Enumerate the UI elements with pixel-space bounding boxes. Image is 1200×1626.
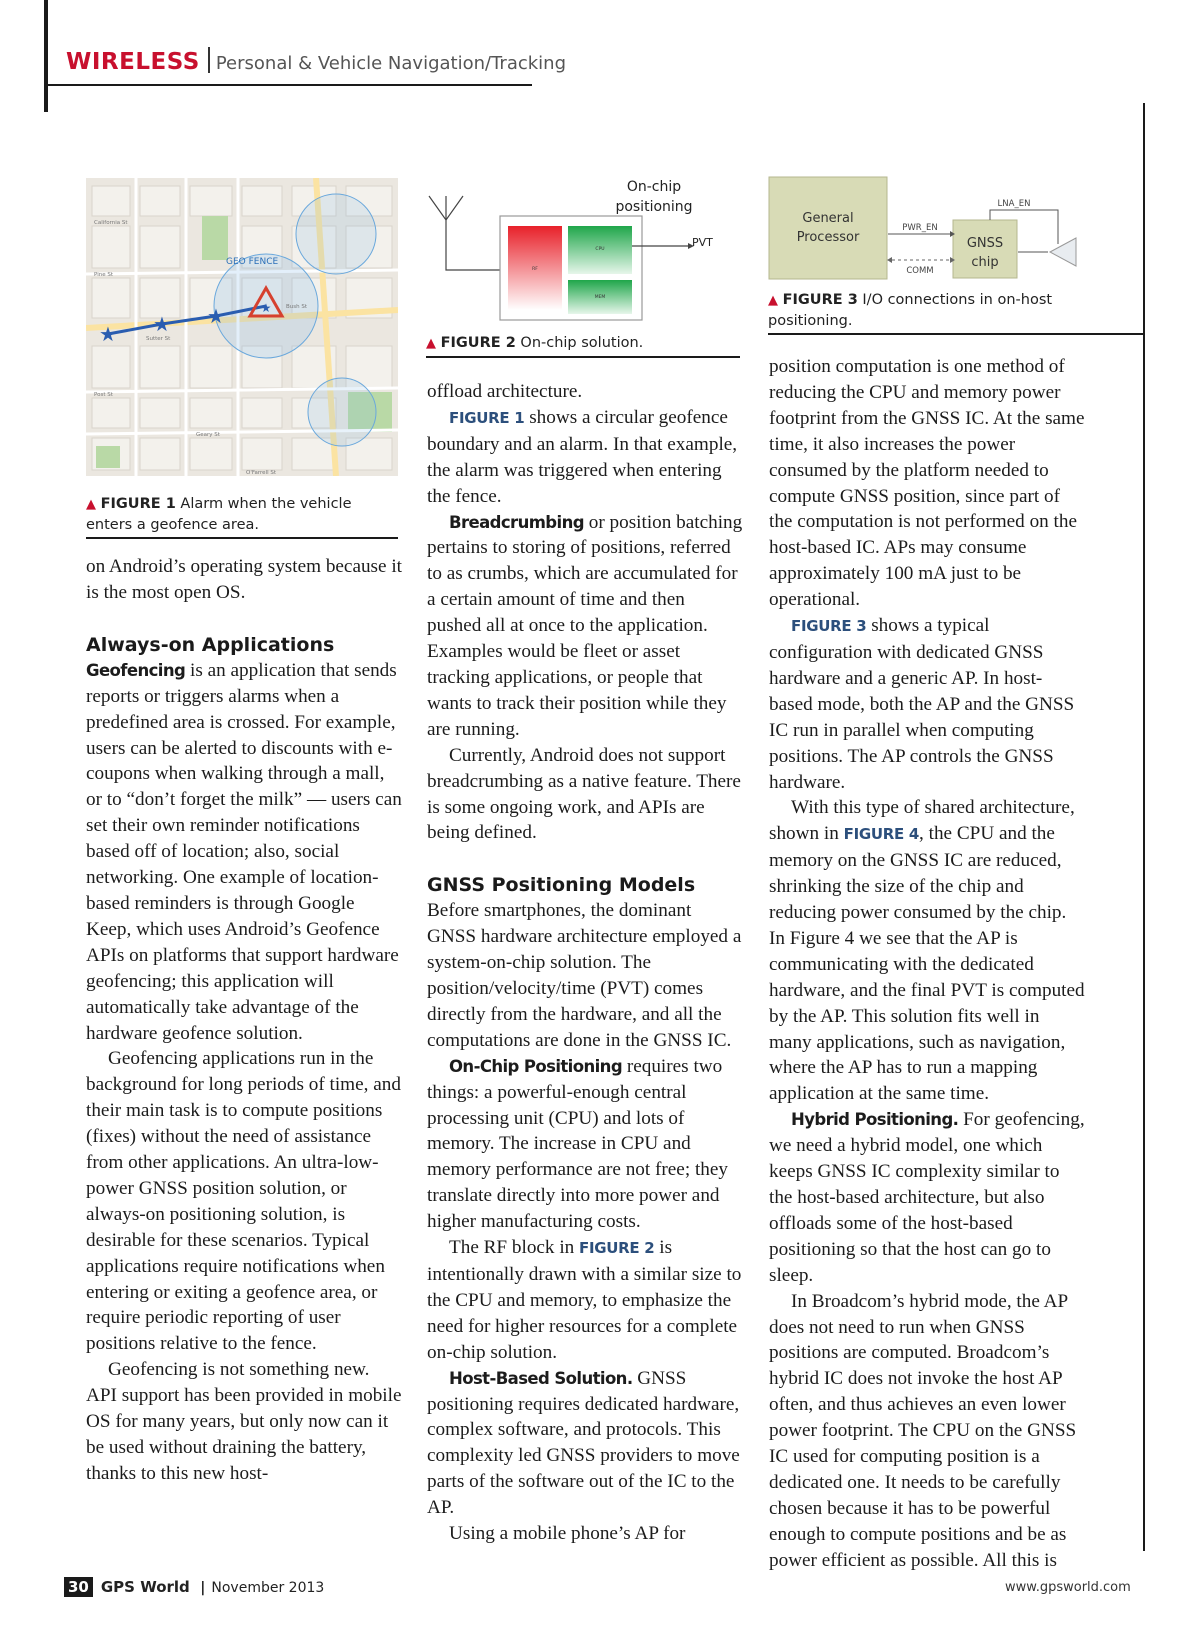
run-in-head: Geofencing: [86, 660, 186, 680]
street-label: Post St: [94, 392, 113, 398]
comm-label: COMM: [906, 266, 934, 276]
figure1-caption-text: Alarm when the vehicle enters a geofence area.: [86, 496, 352, 533]
footer-divider: |: [200, 1580, 206, 1596]
geofence-label: GEO FENCE: [226, 257, 279, 267]
lna-amplifier-icon: [1050, 238, 1076, 266]
run-in-head: Hybrid Positioning.: [791, 1110, 959, 1130]
paragraph: Geofencing is not something new. API support has been provided in mobile OS for many years, but only now can it be used without draining the battery, thanks to this new host-: [86, 1359, 402, 1484]
website-url[interactable]: www.gpsworld.com: [1005, 1580, 1131, 1595]
pwr-en-label: PWR_EN: [902, 223, 938, 233]
paragraph: [769, 613, 1085, 795]
processor-label: General: [802, 211, 854, 226]
running-header: [66, 47, 566, 75]
paragraph-text: requires two things: a powerful-enough central processing unit (CPU) and lots of memory. The increase in CPU and memory performance are not free; they translate directly into more power and higher manufacturing costs.: [427, 1055, 728, 1233]
figure2-caption-text: On-chip solution.: [520, 335, 644, 351]
paragraph-text: shows a typical configuration with dedicated GNSS hardware and a generic AP. In host-based mode, both the AP and the GNSS IC run in parallel when computing positions. The AP controls the GNSS hardware.: [769, 615, 1075, 793]
chip-label: GNSS: [966, 236, 1004, 251]
page-number: 30: [64, 1577, 93, 1597]
paragraph-text: For geofencing, we need a hybrid model, one which keeps GNSS IC complexity similar to the host-based architecture, but also offloads some of the host-based positioning so that the host can go to sleep.: [769, 1109, 1085, 1286]
cpu-label: CPU: [595, 247, 605, 252]
paragraph: offload architecture.: [427, 381, 583, 402]
antenna-icon: [429, 196, 502, 270]
figure1-label: FIGURE 1: [100, 496, 176, 512]
paragraph: [427, 1366, 743, 1521]
paragraph: position computation is one method of reducing the CPU and memory power footprint from the GNSS IC. At the same time, it also increases the power consumed by the platform needed to compute GNSS position, since part of the computation is not performed on the host-based IC. APs may consume approximately 100 mA just to be operational.: [769, 356, 1085, 611]
paragraph: [86, 658, 402, 1047]
figure2-caption: [426, 333, 740, 354]
vehicle-star-icon: ★: [260, 301, 272, 315]
figure2-diagram: [426, 176, 740, 328]
figure2-rule: [426, 356, 740, 358]
figure3-caption: [768, 290, 1082, 332]
paragraph: Geofencing applications run in the background for long periods of time, and their main task is to compute positions (fixes) without the need of assistance from other applications. An ultra-low-power GNSS position solution, or always-on positioning solution, is desirable for these scenarios. Typical applications require notifications when entering or exiting a geofence area, or require periodic reporting of user positions relative to the fence.: [86, 1048, 401, 1355]
figure-reference: FIGURE 3: [791, 617, 867, 636]
figure2-label: FIGURE 2: [440, 335, 516, 351]
paragraph: [427, 405, 743, 510]
header-divider: [208, 47, 210, 73]
section-heading: GNSS Positioning Models: [427, 874, 696, 897]
street-label: Geary St: [196, 432, 220, 438]
column-2: [427, 379, 743, 1547]
street-label: California St: [94, 220, 128, 226]
column-1: [86, 554, 402, 1487]
paragraph: [427, 1235, 743, 1366]
page-footer: [64, 1577, 324, 1597]
route-star-icon: ★: [153, 312, 171, 336]
paragraph: [769, 795, 1085, 1107]
figure2-title: On-chip: [626, 179, 682, 195]
street-label: Pine St: [94, 272, 113, 278]
run-in-head: Breadcrumbing: [449, 512, 584, 532]
paragraph-text: The RF block in: [449, 1237, 580, 1259]
paragraph-text: or position batching pertains to storing of positions, referred to as crumbs, which are accumulated for a certain amount of time and then pushed all at once to the application. Examples would be fleet or asset tracking applications, or people that wants to track their position while they are running.: [427, 511, 743, 740]
lna-en-label: LNA_EN: [997, 199, 1031, 209]
paragraph: [427, 510, 743, 743]
map-park: [202, 216, 228, 260]
issue-date: November 2013: [211, 1580, 325, 1596]
street-label: Sutter St: [146, 336, 171, 342]
run-in-head: On-Chip Positioning: [449, 1056, 623, 1076]
paragraph: on Android’s operating system because it is the most open OS.: [86, 556, 403, 603]
chip-label: chip: [971, 255, 999, 270]
general-processor-block: [769, 177, 887, 279]
paragraph: [427, 1054, 743, 1235]
map-park: [96, 446, 120, 468]
processor-label: Processor: [796, 230, 860, 245]
column-3: [769, 354, 1085, 1574]
magazine-name: GPS World: [100, 1578, 190, 1596]
paragraph: Currently, Android does not support breadcrumbing as a native feature. There is some ongoing work, and APIs are being defined.: [427, 744, 741, 844]
figure-reference: FIGURE 2: [579, 1239, 655, 1258]
street-label: Bush St: [286, 304, 308, 310]
figure3-label: FIGURE 3: [782, 292, 858, 308]
paragraph: Before smartphones, the dominant GNSS hardware architecture employed a system-on-chip solution. The position/velocity/time (PVT) comes directly from the hardware, and all the computations are done in the GNSS IC.: [427, 900, 742, 1051]
subsection-title: Personal & Vehicle Navigation/Tracking: [215, 53, 567, 74]
figure1-map: [86, 178, 398, 476]
section-heading: Always-on Applications: [86, 633, 335, 656]
mem-label: MEM: [594, 295, 606, 300]
section-title: WIRELESS: [66, 49, 200, 75]
paragraph: In Broadcom’s hybrid mode, the AP does not need to run when GNSS positions are computed. Broadcom’s hybrid IC does not invoke the host AP often, and thus achieves an even lower power footprint. The CPU on the GNSS IC used for computing position is a dedicated one. It needs to be carefully chosen because it has to be powerful enough to compute positions and be as power efficient as possible. All this is: [769, 1290, 1077, 1571]
figure1-caption: [86, 494, 398, 536]
figure2-title: positioning: [615, 199, 693, 215]
paragraph-text: GNSS positioning requires dedicated hardware, complex software, and protocols. This complexity led GNSS providers to move parts of the software out of the IC to the AP.: [427, 1367, 740, 1519]
paragraph-text: , the CPU and the memory on the GNSS IC are reduced, shrinking the size of the chip and reducing power consumed by the chip. In Figure 4 we see that the AP is communicating with the dedicated hardware, and the final PVT is computed by the AP. This solution fits well in many applications, such as navigation, where the AP has to run a mapping application at the same time.: [769, 823, 1085, 1105]
caption-triangle-icon: ▲: [86, 497, 96, 512]
paragraph-text: is an application that sends reports or triggers alarms when a predefined area is crossed. For example, users can be alerted to discounts with e-coupons when walking through a mall, or to “don’t forget the milk” — users can set their own reminder notifications based off of location; also, social networking. One example of location-based reminders is through Google Keep, which uses Android’s Geofence APIs on platforms that support hardware geofencing; this application will automatically take advantage of the hardware geofence solution.: [86, 659, 402, 1044]
caption-triangle-icon: ▲: [768, 293, 778, 308]
paragraph-text: is intentionally drawn with a similar size to the CPU and memory, to emphasize the need for higher resources for a complete on-chip solution.: [427, 1237, 742, 1363]
figure3-diagram: [768, 176, 1082, 284]
route-star-icon: ★: [99, 322, 117, 346]
paragraph: Using a mobile phone’s AP for: [449, 1523, 686, 1545]
figure1-rule: [86, 537, 398, 539]
figure-reference: FIGURE 4: [843, 825, 920, 844]
figure-reference: FIGURE 1: [449, 408, 525, 427]
route-star-icon: ★: [207, 304, 225, 328]
right-margin-rule: [1143, 103, 1145, 1551]
caption-triangle-icon: ▲: [426, 336, 436, 351]
paragraph: [769, 1107, 1085, 1288]
street-label: O'Farrell St: [246, 470, 277, 476]
paragraph-text: shows a circular geofence boundary and an alarm. In that example, the alarm was triggered when entering the fence.: [427, 406, 738, 507]
run-in-head: Host-Based Solution.: [449, 1368, 633, 1388]
header-rule: [44, 84, 532, 86]
margin-bar: [44, 0, 48, 112]
rf-label: RF: [532, 267, 538, 272]
figure3-rule: [768, 333, 1143, 335]
pvt-label: PVT: [692, 236, 713, 249]
figure3-caption-text: I/O connections in on-host positioning.: [768, 292, 1053, 329]
paragraph-text: With this type of shared architecture, shown in: [769, 797, 1075, 845]
